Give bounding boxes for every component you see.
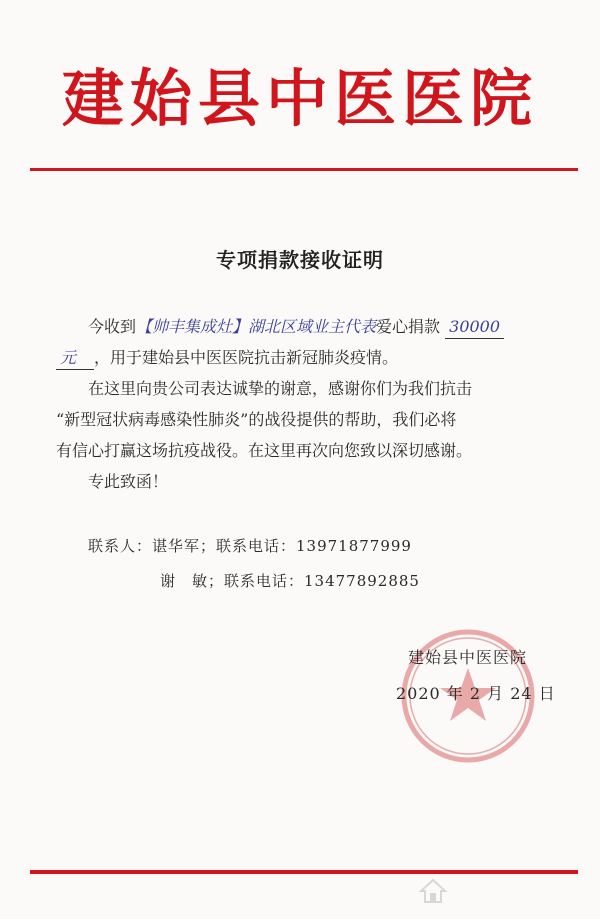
letter-body [56,311,556,497]
letterhead-divider [30,168,578,171]
currency-unit: 元 [56,347,94,370]
donation-amount: 30000 [445,316,504,339]
donation-label: 爱心捐款 [376,317,441,336]
footer-divider [30,870,578,874]
receipt-prefix: 今收到 [88,317,137,336]
donor-name: 【帅丰集成灶】湖北区域业主代表 [136,317,377,336]
signing-date: 2020 年 2 月 24 日 [396,684,556,703]
paragraph-1-line-1 [56,311,556,342]
paragraph-2-line-1: 在这里向贵公司表达诚挚的谢意，感谢你们为我们抗击 [88,379,473,398]
house-logo-icon [418,876,448,906]
paragraph-2-line-2: “新型冠状病毒感染性肺炎”的战役提供的帮助，我们必将 [56,410,457,429]
contact-line-1: 联系人：谌华军；联系电话：13971877999 [88,537,412,555]
letterhead-title: 建始县中医医院 [61,62,538,135]
donation-purpose: ，用于建始县中医医院抗击新冠肺炎疫情。 [94,348,399,367]
paragraph-2-line-3: 有信心打赢这场抗疫战役。在这里再次向您致以深切感谢。 [56,441,473,460]
closing-remark: 专此致函！ [88,472,169,491]
contact-line-2: 谢 敏；联系电话：13477892885 [160,572,420,590]
signing-organization: 建始县中医医院 [408,648,528,667]
paragraph-1-line-2 [56,342,556,373]
document-title: 专项捐款接收证明 [216,248,384,272]
